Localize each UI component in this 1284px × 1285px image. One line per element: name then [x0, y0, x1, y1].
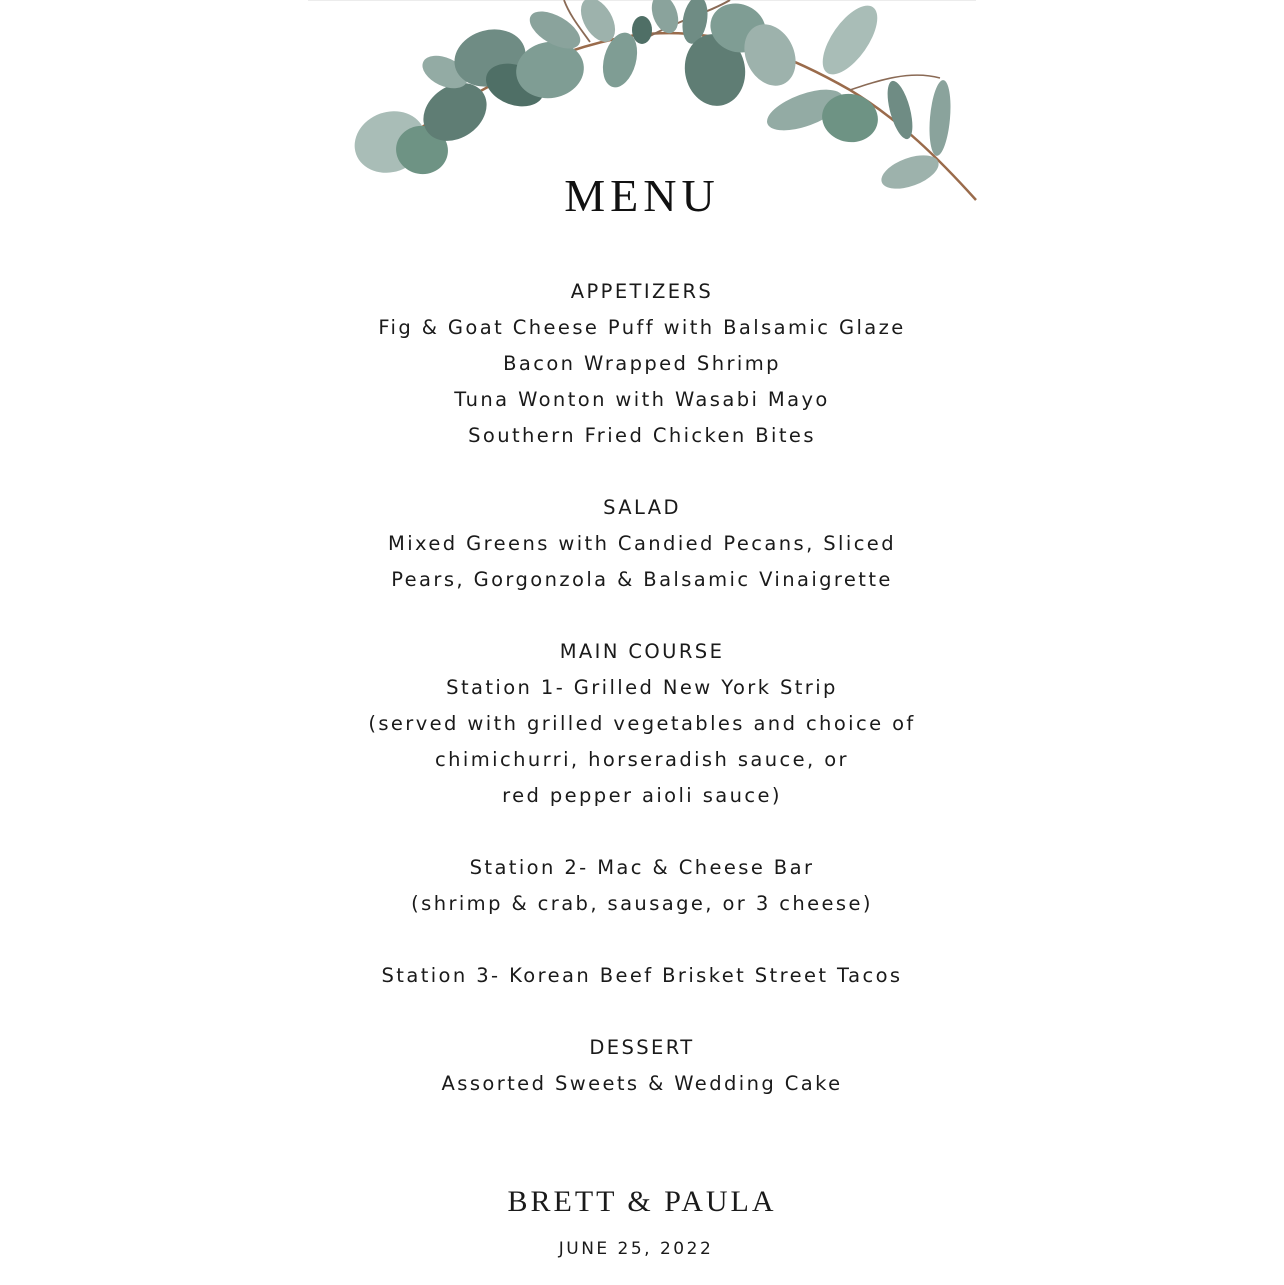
- menu-item: Bacon Wrapped Shrimp: [503, 352, 781, 375]
- station-details: chimichurri, horseradish sauce, or: [435, 748, 849, 771]
- menu-item: Tuna Wonton with Wasabi Mayo: [454, 388, 830, 411]
- event-date: JUNE 25, 2022: [558, 1239, 714, 1259]
- menu-item: Southern Fried Chicken Bites: [468, 424, 816, 447]
- menu-item: Assorted Sweets & Wedding Cake: [441, 1072, 843, 1095]
- section-spacer: [308, 814, 976, 850]
- station-name: Station 3- Korean Beef Brisket Street Tacos: [381, 964, 903, 987]
- section-spacer: [308, 922, 976, 958]
- station-name: Station 1- Grilled New York Strip: [446, 676, 838, 699]
- station-name: Station 2- Mac & Cheese Bar: [469, 856, 815, 879]
- station-details: (shrimp & crab, sausage, or 3 cheese): [411, 892, 873, 915]
- menu-title: MENU: [564, 170, 720, 221]
- section-spacer: [308, 994, 976, 1030]
- menu-body: [308, 274, 976, 1102]
- section-spacer: [308, 598, 976, 634]
- section-heading-main-course: MAIN COURSE: [559, 640, 725, 663]
- section-spacer: [308, 454, 976, 490]
- section-heading-dessert: DESSERT: [589, 1036, 695, 1059]
- menu-item: Fig & Goat Cheese Puff with Balsamic Glaze: [378, 316, 906, 339]
- menu-item: Pears, Gorgonzola & Balsamic Vinaigrette: [391, 568, 893, 591]
- menu-item: Mixed Greens with Candied Pecans, Sliced: [388, 532, 896, 555]
- station-details: red pepper aioli sauce): [502, 784, 782, 807]
- section-heading-salad: SALAD: [603, 496, 681, 519]
- station-details: (served with grilled vegetables and choice of: [368, 712, 916, 735]
- section-heading-appetizers: APPETIZERS: [570, 280, 714, 303]
- couple-names: BRETT & PAULA: [507, 1185, 777, 1218]
